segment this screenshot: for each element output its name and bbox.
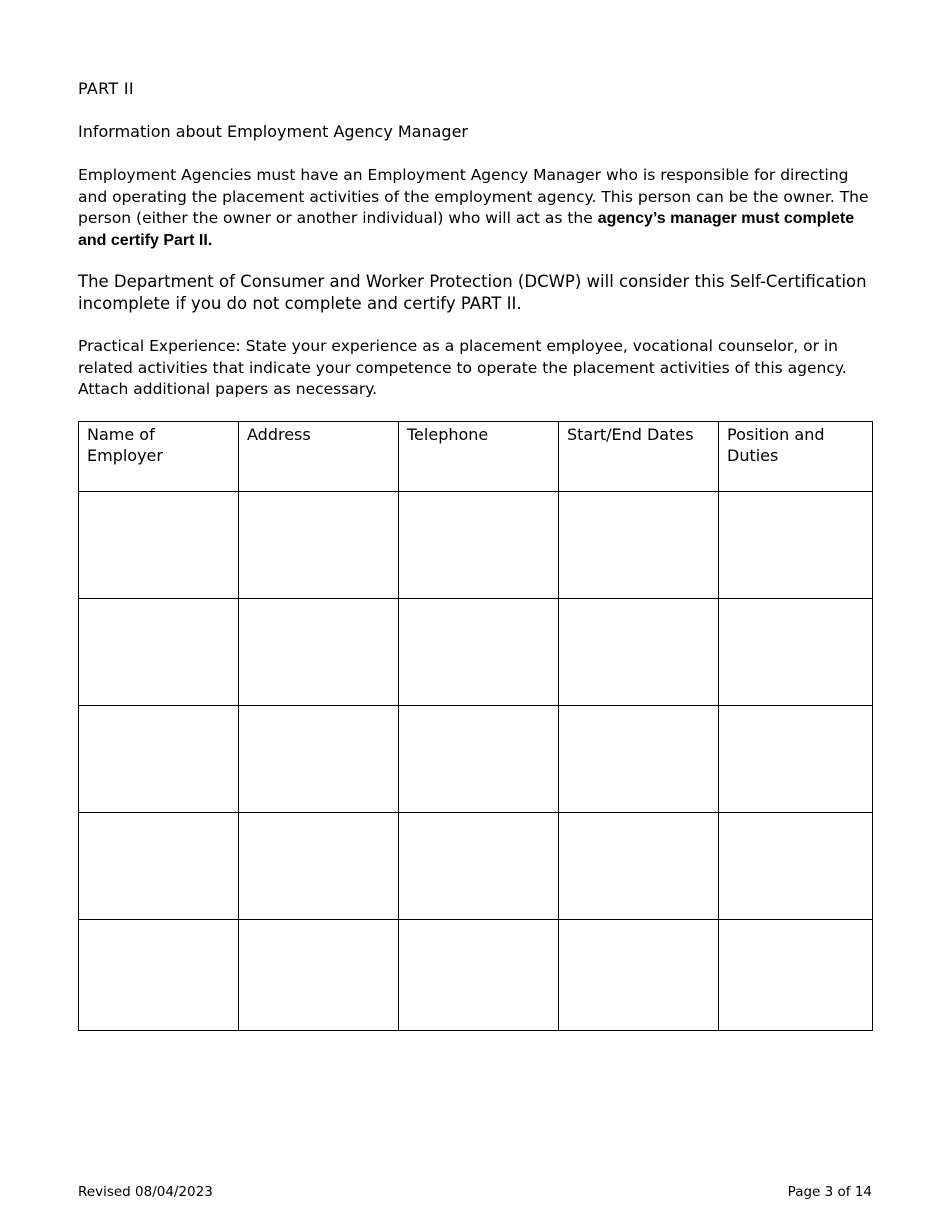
telephone-cell[interactable] — [399, 492, 559, 599]
page-number: Page 3 of 14 — [787, 1184, 872, 1200]
header-address: Address — [239, 422, 399, 492]
header-telephone: Telephone — [399, 422, 559, 492]
position-duties-cell[interactable] — [719, 492, 873, 599]
address-cell[interactable] — [239, 599, 399, 706]
employer-name-cell[interactable] — [79, 920, 239, 1031]
position-duties-cell[interactable] — [719, 599, 873, 706]
address-cell[interactable] — [239, 920, 399, 1031]
telephone-cell[interactable] — [399, 599, 559, 706]
manager-requirement-text: Employment Agencies must have an Employment Agency Manager who is responsible for directing and operating the placement activities of the employment agency. This person can be the owner. The person (either the owner or another individual) who will act as the — [78, 166, 869, 227]
position-duties-cell[interactable] — [719, 920, 873, 1031]
dates-cell[interactable] — [559, 920, 719, 1031]
revision-date: Revised 08/04/2023 — [78, 1184, 213, 1200]
experience-table — [78, 421, 873, 1031]
section-title: Information about Employment Agency Manager — [78, 122, 469, 141]
header-position-and-duties: Position and Duties — [719, 422, 873, 492]
telephone-cell[interactable] — [399, 920, 559, 1031]
dates-cell[interactable] — [559, 813, 719, 920]
manager-requirement-paragraph — [78, 165, 878, 251]
manager-requirement-bold-text: agency’s manager must complete and certify Part II. — [78, 210, 855, 249]
employer-name-cell[interactable] — [79, 599, 239, 706]
incomplete-warning-paragraph: The Department of Consumer and Worker Protection (DCWP) will consider this Self-Certification incomplete if you do not complete and certify PART II. — [78, 272, 867, 313]
telephone-cell[interactable] — [399, 706, 559, 813]
dates-cell[interactable] — [559, 599, 719, 706]
table-row — [79, 920, 873, 1031]
part-heading: PART II — [78, 79, 134, 98]
table-header-row — [79, 422, 873, 492]
practical-experience-instructions: Practical Experience: State your experience as a placement employee, vocational counselor, or in related activities that indicate your competence to operate the placement activities of this agency. Attach additional papers as necessary. — [78, 337, 847, 398]
dates-cell[interactable] — [559, 706, 719, 813]
table-row — [79, 706, 873, 813]
position-duties-cell[interactable] — [719, 706, 873, 813]
address-cell[interactable] — [239, 813, 399, 920]
employer-name-cell[interactable] — [79, 706, 239, 813]
table-row — [79, 813, 873, 920]
header-start-end-dates: Start/End Dates — [559, 422, 719, 492]
dates-cell[interactable] — [559, 492, 719, 599]
employer-name-cell[interactable] — [79, 813, 239, 920]
telephone-cell[interactable] — [399, 813, 559, 920]
position-duties-cell[interactable] — [719, 813, 873, 920]
table-row — [79, 492, 873, 599]
employer-name-cell[interactable] — [79, 492, 239, 599]
address-cell[interactable] — [239, 706, 399, 813]
table-row — [79, 599, 873, 706]
header-name-of-employer: Name of Employer — [79, 422, 239, 492]
address-cell[interactable] — [239, 492, 399, 599]
